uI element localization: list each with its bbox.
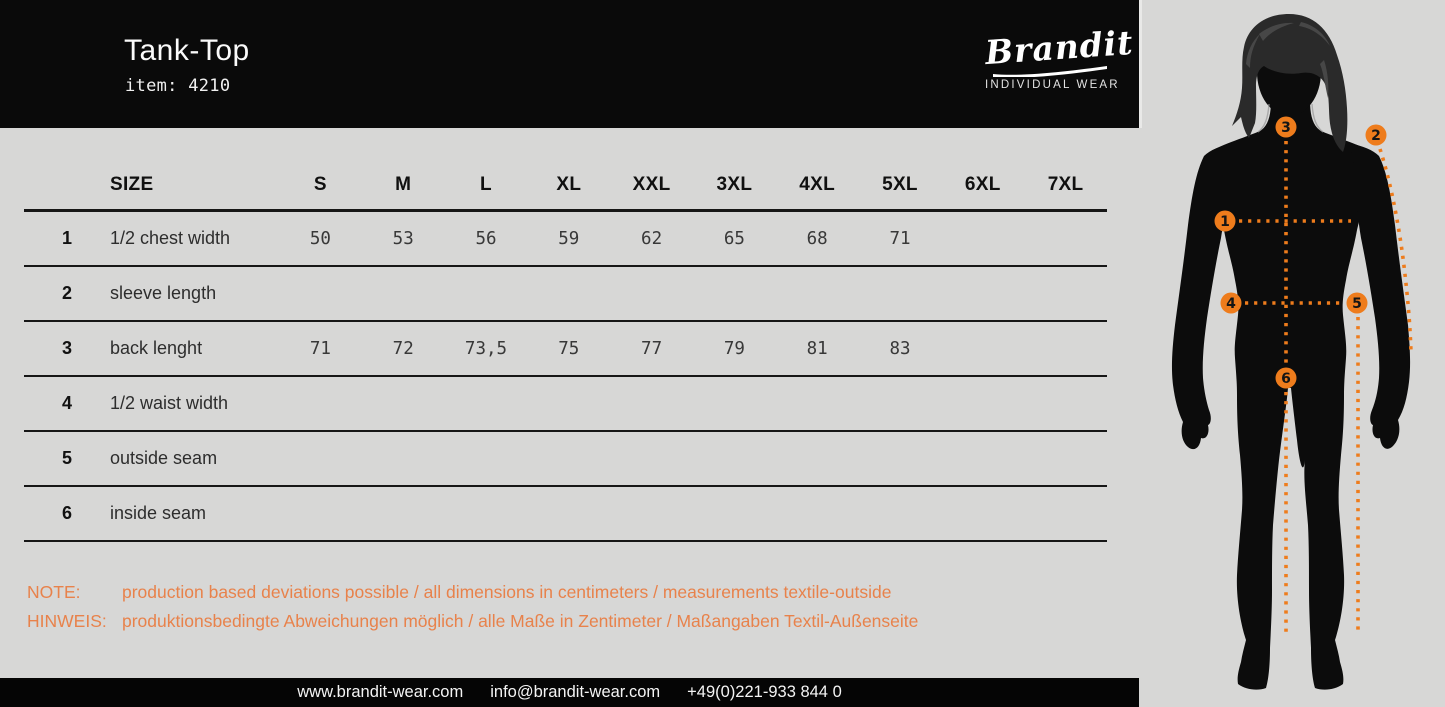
header-bar: [0, 0, 1139, 128]
measurement-value: 71: [889, 228, 911, 249]
column-header: 5XL: [882, 173, 918, 195]
column-header: XL: [556, 173, 582, 195]
table-row: [24, 267, 1107, 322]
measurement-value: 81: [806, 338, 828, 359]
brand-logo-text: Brandit: [983, 22, 1135, 73]
svg-text:1: 1: [1220, 214, 1230, 230]
row-number: 4: [61, 393, 72, 413]
measurement-value: 59: [558, 228, 580, 249]
male-silhouette: [1172, 14, 1410, 690]
page-title: Tank-Top: [124, 34, 250, 67]
marker-1: [1215, 211, 1236, 232]
row-number: 3: [61, 338, 72, 358]
footer-bar: [0, 678, 1139, 707]
table-row: [24, 487, 1107, 542]
row-label: back lenght: [110, 338, 203, 358]
column-header: XXL: [632, 173, 671, 195]
measurement-value: 73,5: [464, 338, 508, 359]
row-label: 1/2 chest width: [110, 228, 231, 248]
footer-email-link[interactable]: info@brandit-wear.com: [490, 683, 661, 701]
measurement-figure: [1138, 0, 1445, 707]
svg-text:6: 6: [1281, 371, 1291, 387]
svg-text:2: 2: [1371, 128, 1381, 144]
row-number: 5: [61, 448, 72, 468]
note-text: production based deviations possible / all dimensions in centimeters / measurements textile-outside: [122, 582, 892, 602]
hinweis-text: produktionsbedingte Abweichungen möglich / alle Maße in Zentimeter / Maßangaben Textil-Außenseite: [122, 611, 919, 631]
marker-2: [1366, 125, 1387, 146]
column-header-size: SIZE: [110, 173, 154, 195]
notes-block: [27, 578, 918, 636]
measurement-value: 77: [641, 338, 663, 359]
svg-text:3: 3: [1281, 120, 1291, 136]
column-header: 7XL: [1047, 173, 1084, 195]
row-number: 1: [61, 228, 72, 248]
column-header: M: [395, 173, 412, 195]
column-header: 4XL: [799, 173, 836, 195]
marker-4: [1221, 293, 1242, 314]
footer-phone: +49(0)221-933 844 0: [687, 683, 842, 701]
size-table-header-row: [24, 160, 1107, 212]
measurement-value: 50: [309, 228, 331, 249]
measurement-value: 56: [475, 228, 497, 249]
table-row: [24, 322, 1107, 377]
table-row: [24, 377, 1107, 432]
measurement-value: 72: [392, 338, 414, 359]
note-line-de: [27, 607, 918, 636]
table-row: [24, 212, 1107, 267]
marker-6: [1276, 368, 1297, 389]
measurement-value: 71: [309, 338, 331, 359]
column-header: 3XL: [716, 173, 753, 195]
measurement-value: 83: [889, 338, 911, 359]
measurement-value: 68: [806, 228, 828, 249]
svg-text:5: 5: [1352, 296, 1362, 312]
measurement-value: 62: [641, 228, 663, 249]
size-table-body: [24, 212, 1107, 542]
brand-tagline: INDIVIDUAL WEAR: [985, 79, 1120, 91]
svg-text:4: 4: [1226, 296, 1236, 312]
column-header: L: [480, 173, 492, 195]
column-header: S: [313, 173, 327, 195]
measurement-value: 53: [392, 228, 414, 249]
size-table: [24, 160, 1107, 542]
row-label: sleeve length: [110, 283, 217, 303]
item-number: item: 4210: [125, 76, 231, 96]
marker-5: [1347, 293, 1368, 314]
row-label: inside seam: [110, 503, 207, 523]
row-label: 1/2 waist width: [110, 393, 229, 413]
footer-website-link[interactable]: www.brandit-wear.com: [297, 683, 464, 701]
hinweis-label: HINWEIS:: [27, 611, 107, 631]
marker-3: [1276, 117, 1297, 138]
note-label: NOTE:: [27, 582, 81, 602]
measurement-value: 65: [723, 228, 745, 249]
note-line-en: [27, 578, 918, 607]
row-label: outside seam: [110, 448, 218, 468]
brand-logo: [983, 22, 1135, 91]
measurement-value: 79: [723, 338, 745, 359]
row-number: 2: [61, 283, 72, 303]
column-header: 6XL: [964, 173, 1001, 195]
table-row: [24, 432, 1107, 487]
measurement-value: 75: [558, 338, 580, 359]
row-number: 6: [61, 503, 72, 523]
